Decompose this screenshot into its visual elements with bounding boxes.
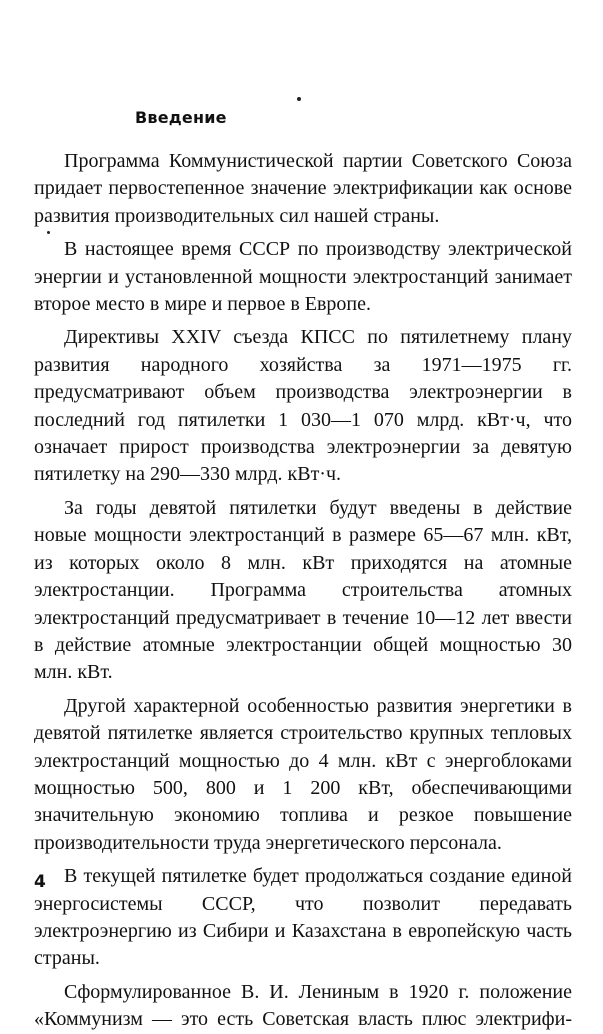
print-speck: [297, 97, 301, 101]
section-heading: Введение: [135, 108, 227, 127]
paragraph: Программа Коммунистической партии Советского Союза придает первостепенное значение электрификации как основе развития производительных сил нашей страны.: [34, 150, 572, 227]
paragraph: За годы девятой пятилетки будут введены в действие новые мощности электростанций в размере 65—67 млн. кВт, из которых около 8 млн. кВт приходятся на атомные электростанции. Программа строительства атомных электростанций предусматривает в течение 10—12 лет ввести в действие атомные электростанции общей мощностью 30 млн. кВт.: [34, 496, 572, 684]
page-number: 4: [34, 872, 46, 892]
paragraph: В текущей пятилетке будет продолжаться создание единой энергосистемы СССР, что позволит передавать электроэнергию из Сибири и Казахстана в европейскую часть страны.: [34, 865, 572, 970]
paragraph: Другой характерной особенностью развития энергетики в девятой пятилетке является строительство крупных тепловых электростанций мощностью до 4 млн. кВт с энергоблоками мощностью 500, 800 и 1 200 кВт, обеспечивающими значительную экономию топлива и резкое повышение производительности труда энергетического персонала.: [34, 694, 572, 854]
paragraph: Сформулированное В. И. Лениным в 1920 г. положение «Коммунизм — это есть Советская власть плюс электрифи-: [34, 980, 572, 1031]
paragraph: Директивы XXIV съезда КПСС по пятилетнему плану развития народного хозяйства за 1971—1975 гг. предусматривают объем производства электроэнергии в последний год пятилетки 1 030—1 070 млрд. кВт·ч, что означает прирост производства электроэнергии за девятую пятилетку на 290—330 млрд. кВт·ч.: [34, 326, 572, 486]
paragraph: В настоящее время СССР по производству электрической энергии и установленной мощности электростанций занимает второе место в мире и первое в Европе.: [34, 238, 572, 316]
body-text: [34, 148, 572, 1034]
